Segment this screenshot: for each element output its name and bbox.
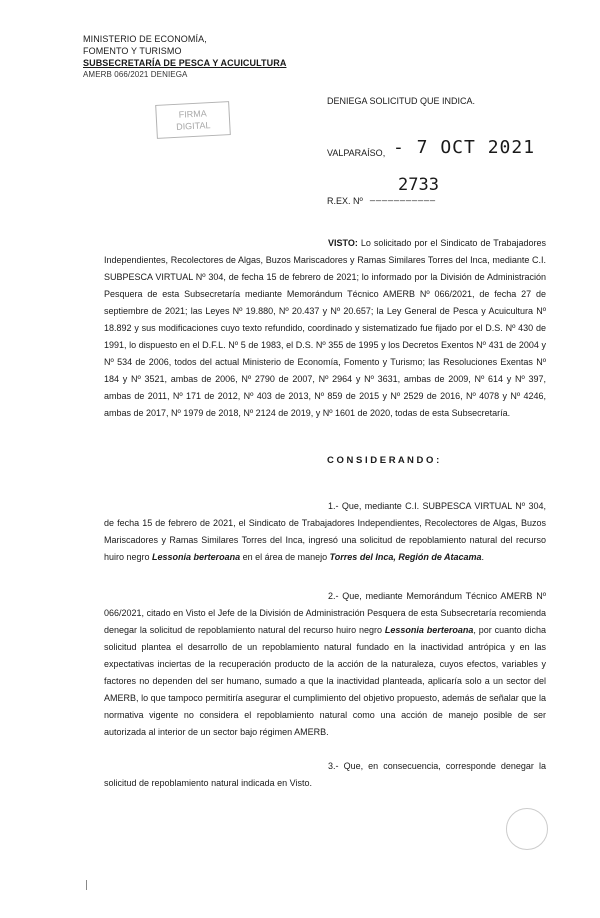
margin-mark — [86, 880, 87, 890]
issue-date: - 7 OCT 2021 — [393, 137, 536, 158]
p1-mid: en el área de manejo — [240, 552, 330, 562]
resolution-number: 2733 — [398, 175, 439, 195]
considerando-paragraph-3 — [104, 758, 546, 792]
ministry-line-2: FOMENTO Y TURISMO — [83, 46, 182, 56]
firma-stamp — [155, 101, 231, 139]
considerando-heading: C O N S I D E R A N D O : — [327, 455, 440, 466]
visto-paragraph — [104, 235, 546, 422]
stamp-line-1: FIRMA — [178, 108, 207, 120]
stamp-line-2: DIGITAL — [175, 120, 211, 132]
visto-text: Lo solicitado por el Sindicato de Trabajadores Independientes, Recolectores de Algas, Buzos Mariscadores y Ramas Similares Torres del Inca, mediante C.I. SUBPESCA VIRTUAL Nº 304, de fecha 15 de febrero de 2021; lo informado por la División de Administración Pesquera de esta Subsecretaría mediante Memorándum Técnico AMERB Nº 066/2021, de fecha 27 de septiembre de 2021; las Leyes Nº 19.880, Nº 20.437 y Nº 20.657; la Ley General de Pesca y Acuicultura Nº 18.892 y sus modificaciones cuyo texto refundido, coordinado y sistematizado fue fijado por el D.S. Nº 430 de 1991, lo dispuesto en el D.F.L. Nº 5 de 1983, el D.S. Nº 355 de 1995 y los Decretos Exentos Nº 431 de 2004 y Nº 534 de 2006, todos del actual Ministerio de Economía, Fomento y Turismo; las Resoluciones Exentas Nº 184 y Nº 3521, ambas de 2006, Nº 2790 de 2007, Nº 2964 y Nº 3631, ambas de 2009, Nº 614 y Nº 397, ambas de 2011, Nº 171 de 2012, Nº 403 de 2013, Nº 859 de 2015 y Nº 2529 de 2016, Nº 4078 y Nº 4246, ambas de 2017, Nº 1979 de 2018, Nº 2124 de 2019, y Nº 1601 de 2020, todas de esta Subsecretaría. — [104, 238, 546, 418]
ministry-line-1: MINISTERIO DE ECONOMÍA, — [83, 34, 207, 44]
p2-rest: , por cuanto dicha solicitud plantea el desarrollo de un repoblamiento natural fundado en la inactividad antrópica y en las expectativas inciertas de la recuperación producto de la acción de la naturaleza, cuyos efectos, variables y factores no dependen del ser humano, sumado a que la inactividad planteada, aplicaría solo a un sector del AMERB, lo que tampoco permitiría asegurar el cumplimiento del objetivo propuesto, además de señalar que la normativa vigente no considera el repoblamiento natural como una acción de manejo posible de ser autorizada al interior de un sector bajo régimen AMERB. — [104, 625, 546, 737]
subsecretaria-line: SUBSECRETARÍA DE PESCA Y ACUICULTURA — [83, 58, 287, 68]
p2-text: 2.- Que, mediante Memorándum Técnico AMERB Nº 066/2021, citado en Visto el Jefe de la División de Administración Pesquera de esta Subsecretaría recomienda denegar la solicitud de repoblamiento natural del recurso huiro negro — [104, 591, 546, 635]
seal-stamp-icon — [506, 808, 548, 850]
p3-text: 3.- Que, en consecuencia, corresponde denegar la solicitud de repoblamiento natural indicada en Visto. — [104, 761, 546, 788]
p2-species: Lessonia berteroana — [384, 625, 474, 635]
p1-end: . — [481, 552, 485, 562]
visto-label: VISTO: — [328, 238, 358, 248]
resolution-blank: ___________ — [370, 191, 437, 201]
reference-code: AMERB 066/2021 DENIEGA — [83, 70, 188, 79]
document-subject: DENIEGA SOLICITUD QUE INDICA. — [327, 96, 476, 106]
p1-area: Torres del Inca, Región de Atacama — [329, 552, 482, 562]
considerando-paragraph-1 — [104, 498, 546, 566]
p1-text: 1.- Que, mediante C.I. SUBPESCA VIRTUAL Nº 304, de fecha 15 de febrero de 2021, el Sindicato de Trabajadores Independientes, Recolectores de Algas, Buzos Mariscadores y Ramas Similares Torres del Inca, ingresó una solicitud de repoblamiento natural del recurso huiro negro — [104, 501, 546, 562]
place-label: VALPARAÍSO, — [327, 148, 386, 158]
resolution-label: R.EX. Nº — [327, 196, 363, 206]
p1-species: Lessonia berteroana — [152, 552, 241, 562]
ministry-header — [83, 33, 286, 81]
considerando-paragraph-2 — [104, 588, 546, 741]
